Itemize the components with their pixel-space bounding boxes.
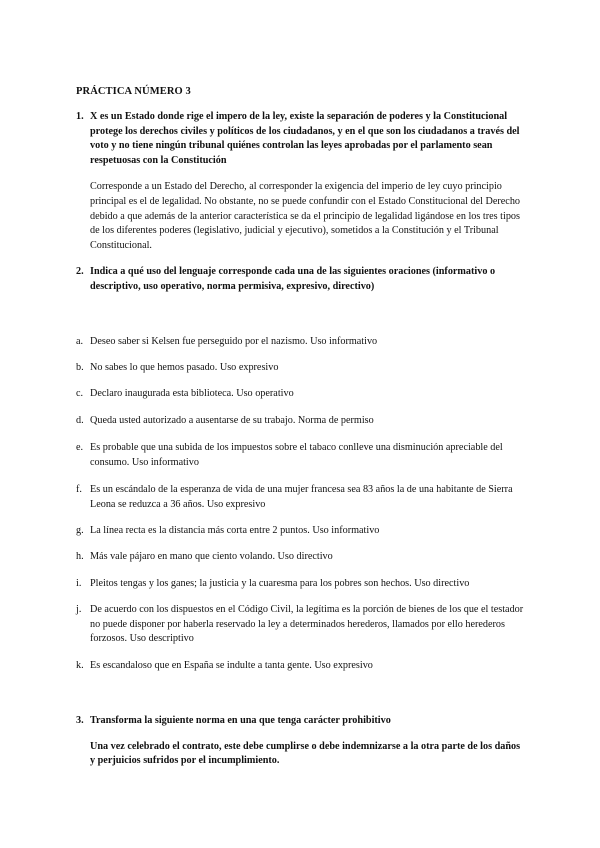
item-letter: j. — [76, 604, 82, 615]
list-item — [76, 414, 526, 429]
question-answer: Corresponde a un Estado del Derecho, al corresponder la exigencia del imperio de ley cuyo principio principal es el de legalidad. No obstante, no se puede confundir con el Estado Constitucional del Derecho debido a que además de la anterior característica se da el principio de legalidad ligándose en los tres tipos de los diferentes poderes (legislativo, judicial y ejecutivo), sometidos a la Constitución y el Tribunal Constitucional. — [90, 181, 521, 251]
question-number: 2. — [76, 266, 84, 277]
question-number: 1. — [76, 111, 84, 122]
question-prompt: X es un Estado donde rige el impero de la ley, existe la separación de poderes y la Constitucional protege los derechos civiles y políticos de los ciudadanos, y en el que son los ciudadanos a través del voto y no tiene ningún tribunal quiénes controlan las leyes aprobadas por el parlamento sean respetuosas con la Constitución — [90, 111, 520, 166]
item-letter: i. — [76, 578, 82, 589]
item-letter: c. — [76, 388, 84, 399]
item-text: Es probable que una subida de los impuestos sobre el tabaco conlleve una disminución apreciable del consumo. Uso informativo — [90, 442, 503, 468]
list-item — [76, 387, 526, 402]
item-text: No sabes lo que hemos pasado. Uso expresivo — [90, 362, 279, 373]
list-item — [76, 577, 526, 592]
item-text: Es escandaloso que en España se indulte a tanta gente. Uso expresivo — [90, 660, 373, 671]
item-letter: b. — [76, 362, 84, 373]
item-letter: k. — [76, 660, 84, 671]
question-prompt: Transforma la siguiente norma en una que tenga carácter prohibitivo — [90, 715, 391, 726]
list-item — [76, 335, 526, 350]
question-prompt: Indica a qué uso del lenguaje corresponde cada una de las siguientes oraciones (informativo o descriptivo, uso operativo, norma permisiva, expresivo, directivo) — [90, 266, 496, 292]
list-item — [76, 441, 526, 470]
item-letter: e. — [76, 442, 84, 453]
item-text: Queda usted autorizado a ausentarse de su trabajo. Norma de permiso — [90, 415, 374, 426]
item-text: Declaro inaugurada esta biblioteca. Uso operativo — [90, 388, 294, 399]
list-item — [76, 524, 526, 539]
item-letter: f. — [76, 484, 82, 495]
question-answer: Una vez celebrado el contrato, este debe cumplirse o debe indemnizarse a la otra parte de los daños y perjuicios sufridos por el incumplimiento. — [90, 740, 521, 767]
item-text: Pleitos tengas y los ganes; la justicia y la cuaresma para los pobres son hechos. Uso directivo — [90, 578, 470, 589]
question-2 — [76, 265, 526, 294]
item-text: De acuerdo con los dispuestos en el Código Civil, la legítima es la porción de bienes de los que el testador no puede disponer por haberla reservado la ley a determinados herederos, llamados por ello herederos forzosos. Uso descriptivo — [90, 604, 524, 645]
item-letter: h. — [76, 551, 84, 562]
item-letter: a. — [76, 336, 84, 347]
item-letter: g. — [76, 525, 84, 536]
item-letter: d. — [76, 415, 84, 426]
question-3 — [76, 714, 526, 769]
item-text: Es un escándalo de la esperanza de vida de una mujer francesa sea 83 años la de una habitante de Sierra Leona se reduzca a 36 años. Uso expresivo — [90, 484, 513, 510]
list-item — [76, 603, 526, 647]
item-text: La línea recta es la distancia más corta entre 2 puntos. Uso informativo — [90, 525, 380, 536]
question-number: 3. — [76, 715, 84, 726]
question-1 — [76, 110, 526, 253]
item-text: Más vale pájaro en mano que ciento volando. Uso directivo — [90, 551, 333, 562]
item-text: Deseo saber si Kelsen fue perseguido por el nazismo. Uso informativo — [90, 336, 378, 347]
list-item — [76, 659, 526, 674]
page-title: PRÁCTICA NÚMERO 3 — [76, 86, 191, 97]
list-item — [76, 483, 526, 512]
list-item — [76, 550, 526, 565]
list-item — [76, 361, 526, 376]
